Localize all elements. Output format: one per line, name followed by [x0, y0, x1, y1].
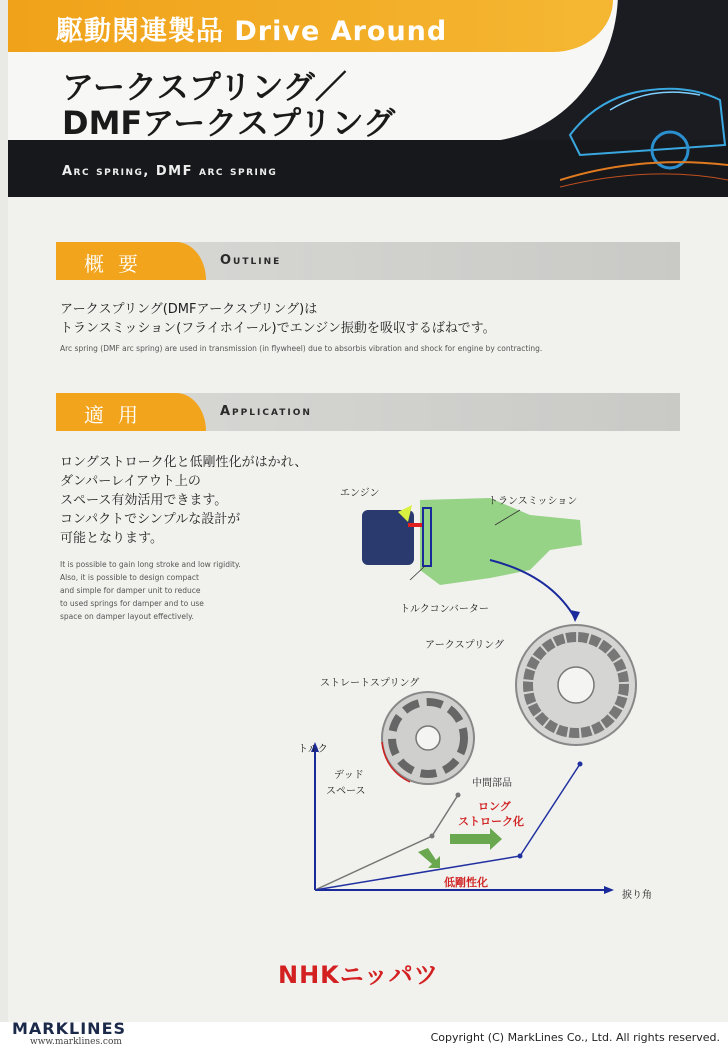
arc-spring-diagram	[290, 470, 670, 910]
application-jp-line: コンパクトでシンプルな設計が	[60, 512, 241, 527]
car-illustration	[560, 55, 728, 190]
long-stroke-arrow	[450, 828, 502, 850]
marklines-url: www.marklines.com	[30, 1037, 122, 1047]
outline-en-label: Outline	[220, 253, 282, 268]
dead-space-label-1: デッド	[334, 770, 364, 781]
application-en-line: Also, it is possible to design compact	[60, 573, 199, 582]
low-rigidity-arrow	[418, 848, 440, 868]
marklines-logo: MARKLINES	[12, 1019, 127, 1038]
application-en-line: It is possible to gain long stroke and low rigidity.	[60, 560, 241, 569]
nhk-logo: NHKニッパツ	[278, 961, 439, 989]
application-section-bar	[56, 393, 680, 431]
straight-spring-curve	[315, 795, 458, 890]
application-en-line: to used springs for damper and to use	[60, 599, 204, 608]
torque-axis-label: トルク	[298, 744, 328, 755]
engine-label: エンジン	[340, 488, 380, 499]
straight-spring-label: ストレートスプリング	[320, 678, 420, 689]
transmission-label: トランスミッション	[488, 496, 578, 507]
application-jp-line: ロングストローク化と低剛性化がはかれ、	[60, 455, 308, 470]
long-stroke-label-1: ロング	[478, 800, 511, 813]
outline-en-text: Arc spring (DMF arc spring) are used in transmission (in flywheel) due to absorbis vibration and shock for engine by contracting.	[60, 344, 543, 353]
middle-part-label: 中間部品	[472, 778, 512, 789]
application-en-line: and simple for damper unit to reduce	[60, 586, 201, 595]
outline-section-bar	[56, 242, 680, 280]
transmission-shape	[420, 498, 582, 585]
angle-axis-label: 捩り角	[622, 890, 652, 901]
page-title-line1: アークスプリング／	[62, 68, 347, 106]
application-jp-line: スペース有効活用できます。	[60, 493, 228, 508]
outline-jp-line1: アークスプリング(DMFアークスプリング)は	[60, 302, 318, 317]
outline-jp-label: 概要	[84, 252, 152, 276]
page-title-line2: DMFアークスプリング	[62, 104, 396, 142]
application-en-line: space on damper layout effectively.	[60, 612, 194, 621]
low-rigidity-label: 低剛性化	[444, 876, 488, 889]
copyright-text: Copyright (C) MarkLines Co., Ltd. All rights reserved.	[430, 1031, 720, 1044]
application-jp-label: 適用	[84, 403, 152, 427]
torque-converter-label: トルクコンバーター	[400, 604, 489, 615]
application-jp-line: 可能となります。	[60, 531, 163, 546]
application-jp-text	[60, 453, 307, 548]
arc-spring-label: アークスプリング	[425, 640, 504, 651]
category-banner	[8, 0, 613, 52]
outline-jp-line2: トランスミッション(フライホイール)でエンジン振動を吸収するばねです。	[60, 321, 496, 336]
application-en-text	[60, 558, 241, 623]
dead-space-label-2: スペース	[326, 786, 366, 797]
application-en-label: Application	[220, 404, 312, 419]
long-stroke-label-2: ストローク化	[458, 815, 524, 828]
page-subtitle: Arc spring, DMF arc spring	[62, 164, 278, 179]
application-jp-line: ダンパーレイアウト上の	[60, 474, 201, 489]
category-label: 駆動関連製品 Drive Around	[56, 16, 448, 47]
